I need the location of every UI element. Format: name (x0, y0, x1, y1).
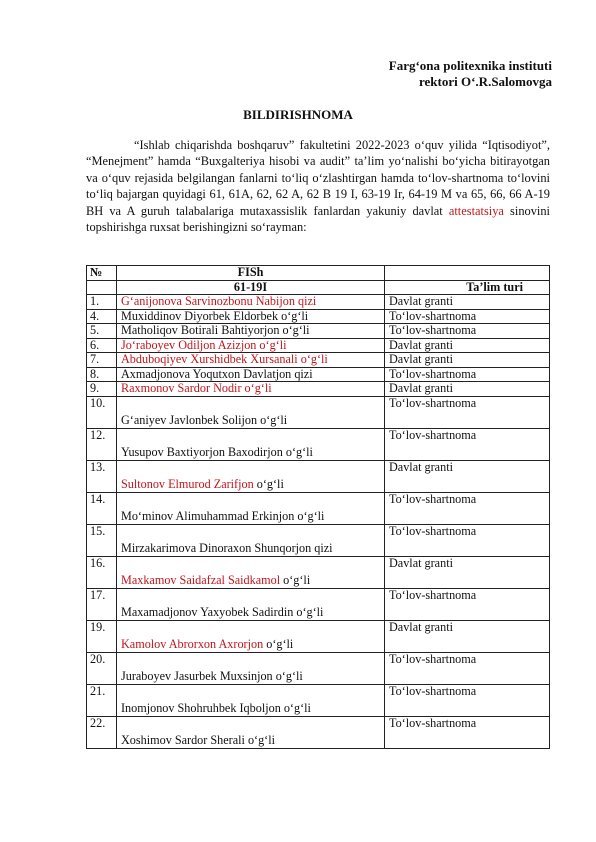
education-type: To‘lov-shartnoma (385, 716, 550, 748)
row-number: 20. (87, 652, 117, 684)
student-name (117, 556, 385, 588)
student-name (117, 492, 385, 524)
student-name-text: G‘aniyev Javlonbek Solijon o‘g‘li (121, 413, 288, 427)
education-type: To‘lov-shartnoma (385, 588, 550, 620)
row-number: 19. (87, 620, 117, 652)
subheader-num-empty (87, 280, 117, 295)
education-type: Davlat granti (385, 620, 550, 652)
paragraph-text-1: “Ishlab chiqarishda boshqaruv” fakultetini 2022-2023 o‘quv yilida “Iqtisodiyot”, “Menejment” hamda “Buxgalteriya hisobi va audit” ta’lim yo‘nalishi bo‘yicha bitirayotgan va o‘quv rejasida belgilangan fanlarni to‘liq o‘zlashtirgan hamda to‘lov-shartnoma to‘lovini to‘liq bajargan quyidagi 61, 61A, 62, 62 A, 62 B 19 I, 63-19 Ir, 64-19 M va 65, 66, 66 A-19 BH va A guruh talabalariga mutaxassislik fanlardan yakuniy davlat (86, 138, 550, 218)
student-name (117, 382, 385, 397)
student-name (117, 324, 385, 339)
recipient-rector: rektori O‘.R.Salomovga (419, 74, 552, 89)
student-name (117, 652, 385, 684)
table-row (87, 353, 550, 368)
students-table (86, 265, 550, 749)
student-name-text: Maxamadjonov Yaxyobek Sadirdin o‘g‘li (121, 605, 324, 619)
row-number: 7. (87, 353, 117, 368)
row-number: 21. (87, 684, 117, 716)
student-name (117, 396, 385, 428)
student-name-highlight: Maxkamov Saidafzal Saidkamol (121, 573, 281, 587)
student-name-highlight: Abduboqiyev Xurshidbek Xursanali o‘g‘li (121, 352, 328, 366)
education-type: To‘lov-shartnoma (385, 367, 550, 382)
table-row (87, 382, 550, 397)
table-row (87, 684, 550, 716)
document-title: BILDIRISHNOMA (243, 107, 353, 122)
row-number: 8. (87, 367, 117, 382)
table-row (87, 460, 550, 492)
row-number: 14. (87, 492, 117, 524)
header-fish: FISh (117, 266, 385, 281)
row-number: 22. (87, 716, 117, 748)
student-name-text: Yusupov Baxtiyorjon Baxodirjon o‘g‘li (121, 445, 313, 459)
recipient-institution: Farg‘ona politexnika instituti (388, 58, 552, 73)
request-paragraph (86, 137, 550, 235)
student-name-highlight: Sultonov Elmurod Zarifjon (121, 477, 254, 491)
table-row (87, 524, 550, 556)
student-name-text: Mo‘minov Alimuhammad Erkinjon o‘g‘li (121, 509, 325, 523)
table-row (87, 492, 550, 524)
student-name-text: o‘g‘li (280, 573, 311, 587)
table-row (87, 652, 550, 684)
table-row (87, 309, 550, 324)
student-name-highlight: Jo‘raboуev Odiljon Azizjon o‘g‘li (121, 337, 287, 352)
student-name-text: Mirzakarimova Dinoraxon Shunqorjon qizi (121, 541, 333, 555)
paragraph-text-2: sinovini topshirishga ruxsat berishingizni so‘rayman: (86, 203, 550, 235)
table-row (87, 716, 550, 748)
student-name (117, 367, 385, 382)
student-name (117, 524, 385, 556)
header-education-type: Ta’lim turi (385, 280, 550, 295)
education-type: To‘lov-shartnoma (385, 492, 550, 524)
education-type: To‘lov-shartnoma (385, 396, 550, 428)
student-name (117, 295, 385, 310)
student-name (117, 460, 385, 492)
row-number: 6. (87, 338, 117, 353)
student-name-text: Inomjonov Shohruhbek Iqboljon o‘g‘li (121, 701, 311, 715)
table-row (87, 588, 550, 620)
row-number: 15. (87, 524, 117, 556)
student-name-highlight: Kamolov Abrorxon Axrorjon (121, 637, 264, 651)
table-row (87, 396, 550, 428)
header-num: № (87, 266, 117, 281)
student-name (117, 620, 385, 652)
table-row (87, 556, 550, 588)
row-number: 9. (87, 382, 117, 397)
student-name-text: Xoshimov Sardor Sherali o‘g‘li (121, 733, 276, 747)
row-number: 13. (87, 460, 117, 492)
paragraph-highlight: attestatsiya (448, 203, 504, 218)
student-name-text: Axmadjonova Yoqutxon Davlatjon qizi (121, 366, 313, 381)
student-name-text: o‘g‘li (253, 477, 284, 491)
student-name-text: Juraboyev Jasurbek Muxsinjon o‘g‘li (121, 669, 303, 683)
student-name (117, 684, 385, 716)
table-subheader-row (87, 280, 550, 295)
student-name (117, 716, 385, 748)
student-name (117, 309, 385, 324)
student-name (117, 588, 385, 620)
table-row (87, 620, 550, 652)
education-type: To‘lov-shartnoma (385, 309, 550, 324)
education-type: To‘lov-shartnoma (385, 652, 550, 684)
row-number: 16. (87, 556, 117, 588)
education-type: To‘lov-shartnoma (385, 324, 550, 339)
row-number: 5. (87, 324, 117, 339)
row-number: 4. (87, 309, 117, 324)
education-type: Davlat granti (385, 295, 550, 310)
header-group: 61-19I (117, 280, 385, 295)
education-type: Davlat granti (385, 382, 550, 397)
table-row (87, 367, 550, 382)
education-type: Davlat granti (385, 556, 550, 588)
row-number: 17. (87, 588, 117, 620)
education-type: To‘lov-shartnoma (385, 428, 550, 460)
row-number: 1. (87, 295, 117, 310)
education-type: Davlat granti (385, 338, 550, 353)
student-name-text: o‘g‘li (263, 637, 294, 651)
student-name-highlight: Raxmonov Sardor Nodir o‘g‘li (121, 381, 272, 395)
education-type: To‘lov-shartnoma (385, 684, 550, 716)
table-row (87, 295, 550, 310)
education-type: Davlat granti (385, 460, 550, 492)
recipient-block (389, 58, 552, 90)
education-type: Davlat granti (385, 353, 550, 368)
student-name-text: Muxiddinov Diyorbek Eldorbek o‘g‘li (121, 308, 309, 323)
row-number: 12. (87, 428, 117, 460)
table-row (87, 338, 550, 353)
student-name (117, 428, 385, 460)
education-type: To‘lov-shartnoma (385, 524, 550, 556)
table-row (87, 324, 550, 339)
table-header-row (87, 266, 550, 281)
table-row (87, 428, 550, 460)
row-number: 10. (87, 396, 117, 428)
student-name (117, 338, 385, 353)
student-name (117, 353, 385, 368)
student-name-highlight: G‘anijonova Sarvinozbonu Nabijon qizi (121, 294, 317, 308)
student-name-text: Matholiqov Botirali Bahtiyorjon o‘g‘li (121, 323, 310, 337)
header-empty (385, 266, 550, 281)
